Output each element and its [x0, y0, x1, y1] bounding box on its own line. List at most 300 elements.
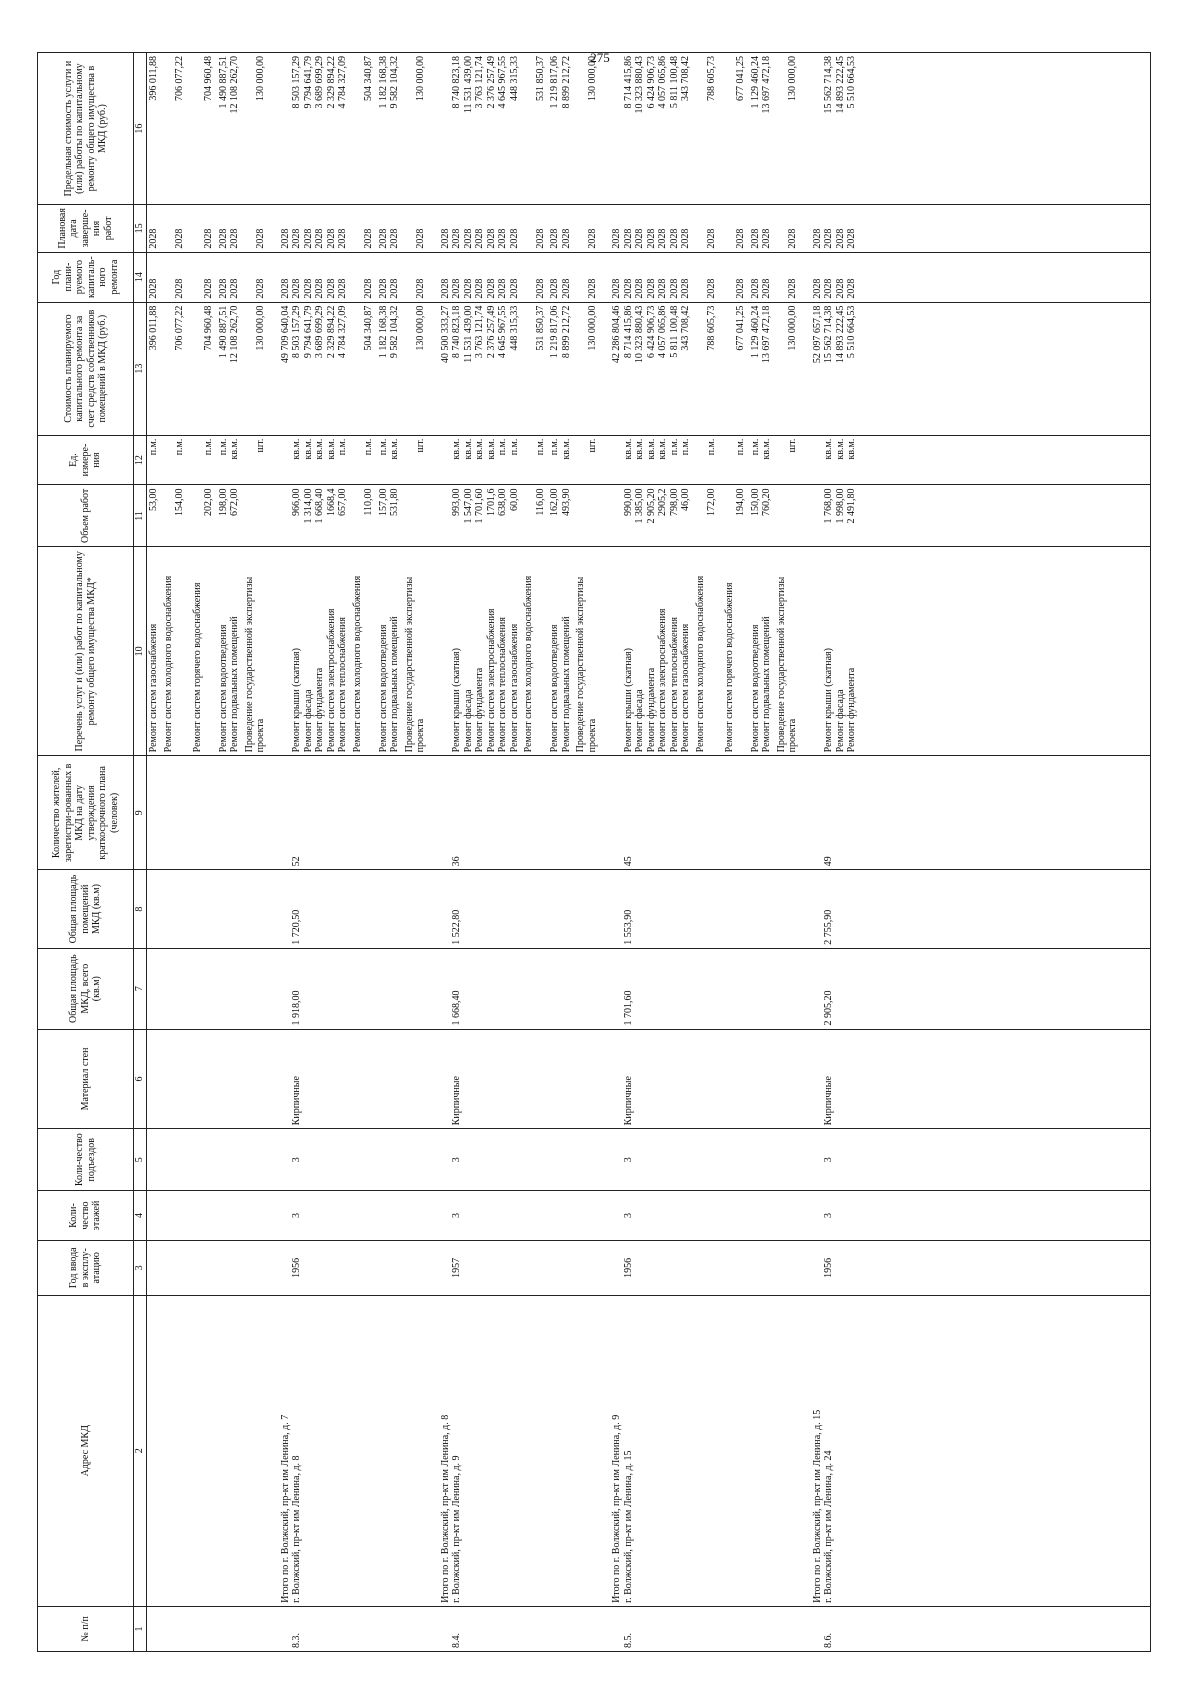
building-number: 8.6.	[823, 1633, 834, 1648]
work-cost: 704 960,48	[203, 305, 214, 351]
work-plan-year: 2028	[174, 278, 185, 299]
work-limit: 130 000,00	[255, 56, 266, 101]
work-plan-year: 2028	[680, 278, 691, 299]
work-limit: 788 605,73	[706, 56, 717, 101]
col-number-13: 13	[134, 302, 147, 435]
cell-works	[147, 547, 1151, 756]
work-limit: 3 689 699,29	[314, 56, 325, 109]
col-number-5: 5	[134, 1129, 147, 1191]
work-item: Ремонт систем холодного водоснабжения	[523, 575, 534, 753]
building-entrances: 3	[622, 1157, 634, 1163]
work-plan-year: 2028	[462, 278, 474, 299]
work-volume: 672,00	[229, 488, 240, 516]
capital-repair-table	[37, 52, 1151, 1652]
work-unit: п.м.	[549, 438, 560, 456]
work-cost: 4 645 967,55	[497, 305, 508, 359]
col-number-15: 15	[134, 205, 147, 253]
building-material: Кирпичные	[622, 1076, 634, 1126]
col-number-1: 1	[134, 1606, 147, 1651]
header-numbers-row	[134, 53, 147, 1652]
work-plan-date: 2028	[203, 228, 214, 249]
work-limit: 5 811 100,48	[668, 56, 680, 109]
total-label: Итого по г. Волжский, пр-кт им Ленина, д. 15	[811, 1409, 823, 1603]
work-volume: 110,00	[363, 488, 374, 516]
work-plan-year: 2028	[787, 278, 798, 299]
work-plan-date: 2028	[823, 228, 834, 249]
work-limit: 9 582 104,32	[389, 56, 400, 109]
building-residents: 49	[823, 856, 834, 867]
work-volume: 2905,2	[657, 488, 668, 516]
work-plan-year: 2028	[255, 278, 266, 299]
work-cost: 11 531 439,00	[462, 305, 474, 363]
work-cost: 130 000,00	[415, 305, 426, 351]
header-labels-row	[38, 53, 134, 1652]
work-plan-year: 2028	[622, 278, 634, 299]
work-plan-date: 2028	[148, 228, 159, 249]
building-material: Кирпичные	[451, 1076, 462, 1126]
work-limit: 448 315,33	[508, 56, 520, 101]
building-number: 8.4.	[451, 1633, 462, 1648]
building-number: 8.5.	[622, 1633, 634, 1648]
work-volume: 172,00	[706, 488, 717, 516]
work-cost: 3 689 699,29	[314, 305, 325, 359]
col-number-7: 7	[134, 948, 147, 1029]
cell-plan-date	[147, 205, 1151, 253]
col-header-11: Объем работ	[38, 485, 134, 547]
work-item: Ремонт фундамента	[474, 667, 485, 753]
work-volume: 157,00	[377, 488, 389, 516]
work-limit: 2 376 257,49	[485, 56, 497, 109]
work-volume: 993,00	[451, 488, 462, 516]
cell-limit	[147, 53, 1151, 205]
building-floors: 3	[622, 1213, 634, 1219]
total-plan-year: 2028	[439, 278, 451, 299]
work-item: Ремонт подвальных помещений	[560, 616, 572, 753]
cell-cost	[147, 302, 1151, 435]
work-unit: кв.м.	[622, 438, 634, 460]
building-residents: 36	[451, 856, 462, 867]
work-volume: 162,00	[549, 488, 560, 516]
building-address: г. Волжский, пр-кт им Ленина, д. 9	[451, 1455, 462, 1603]
work-cost: 3 763 121,74	[474, 305, 485, 359]
work-plan-year: 2028	[668, 278, 680, 299]
total-cost: 52 097 657,18	[811, 305, 823, 364]
work-limit: 14 893 222,45	[834, 56, 846, 114]
col-number-3: 3	[134, 1240, 147, 1295]
work-limit: 15 562 714,38	[823, 56, 834, 114]
work-volume: 1 314,00	[302, 488, 314, 524]
total-label: Итого по г. Волжский, пр-кт им Ленина, д. 8	[439, 1414, 451, 1603]
work-volume: 657,00	[337, 488, 348, 516]
work-cost: 6 424 906,73	[645, 305, 657, 359]
work-volume: 493,90	[560, 488, 572, 516]
work-plan-year: 2028	[148, 278, 159, 299]
work-plan-year: 2028	[706, 278, 717, 299]
work-unit: п.м.	[735, 438, 746, 456]
col-number-9: 9	[134, 756, 147, 870]
work-limit: 531 850,37	[534, 56, 546, 101]
work-item: Ремонт крыши (скатная)	[451, 648, 462, 753]
work-plan-date: 2028	[645, 228, 657, 249]
work-plan-date: 2028	[787, 228, 798, 249]
work-volume: 154,00	[174, 488, 185, 516]
work-plan-year: 2028	[534, 278, 546, 299]
work-plan-date: 2028	[451, 228, 462, 249]
work-unit: кв.м.	[485, 438, 497, 460]
col-number-10: 10	[134, 547, 147, 756]
building-area-rooms: 2 755,90	[823, 909, 834, 945]
building-area-total: 1 668,40	[451, 990, 462, 1026]
work-limit: 343 708,42	[680, 56, 691, 101]
work-item: Ремонт систем газоснабжения	[508, 623, 520, 753]
work-limit: 6 424 906,73	[645, 56, 657, 109]
work-unit: кв.м.	[229, 438, 240, 460]
work-item: Ремонт систем электроснабжения	[325, 608, 337, 753]
building-entrances: 3	[451, 1157, 462, 1163]
work-volume: 116,00	[534, 488, 546, 516]
work-plan-date: 2028	[389, 228, 400, 249]
work-cost: 130 000,00	[787, 305, 798, 351]
work-cost: 15 562 714,38	[823, 305, 834, 364]
work-item: Ремонт систем горячего водоснабжения	[723, 582, 735, 753]
building-number: 8.3.	[291, 1633, 302, 1648]
work-limit: 3 763 121,74	[474, 56, 485, 109]
work-item: Ремонт систем газоснабжения	[680, 623, 691, 753]
building-year: 1956	[291, 1257, 302, 1278]
work-item: Ремонт систем теплоснабжения	[497, 617, 508, 753]
building-residents: 52	[291, 856, 302, 867]
work-limit: 9 794 641,79	[302, 56, 314, 109]
work-plan-year: 2028	[302, 278, 314, 299]
work-unit: п.м.	[497, 438, 508, 456]
work-unit: кв.м.	[846, 438, 857, 460]
work-plan-date: 2028	[560, 228, 572, 249]
work-plan-date: 2028	[462, 228, 474, 249]
work-volume: 194,00	[735, 488, 746, 516]
cell-floors	[147, 1191, 1151, 1241]
building-year: 1956	[823, 1257, 834, 1278]
work-volume: 1 998,00	[834, 488, 846, 524]
work-plan-year: 2028	[337, 278, 348, 299]
work-limit: 4 784 327,09	[337, 56, 348, 109]
work-limit: 8 899 212,72	[560, 56, 572, 109]
work-plan-year: 2028	[217, 278, 229, 299]
work-unit: кв.м.	[325, 438, 337, 460]
work-volume: 531,80	[389, 488, 400, 516]
work-plan-year: 2028	[761, 278, 772, 299]
work-plan-date: 2028	[706, 228, 717, 249]
work-cost: 8 714 415,86	[622, 305, 634, 359]
col-header-9: Количество жителей, зарегистри-рованных в МКД на дату утверждения краткосрочного плана (человек)	[38, 756, 134, 870]
work-unit: п.м.	[668, 438, 680, 456]
building-address: г. Волжский, пр-кт им Ленина, д. 15	[622, 1450, 634, 1603]
work-cost: 504 340,87	[363, 305, 374, 351]
building-address: г. Волжский, пр-кт им Ленина, д. 24	[823, 1450, 834, 1603]
work-plan-year: 2028	[485, 278, 497, 299]
work-plan-date: 2028	[314, 228, 325, 249]
work-volume: 760,20	[761, 488, 772, 516]
work-item: Ремонт систем холодного водоснабжения	[162, 575, 174, 753]
work-volume: 966,00	[291, 488, 302, 516]
col-header-12: Ед. измере-ния	[38, 435, 134, 485]
work-item: Ремонт фундамента	[846, 667, 857, 753]
total-plan-date: 2028	[811, 228, 823, 249]
work-unit: кв.м.	[451, 438, 462, 460]
work-plan-year: 2028	[549, 278, 560, 299]
work-unit: кв.м.	[462, 438, 474, 460]
work-plan-year: 2028	[834, 278, 846, 299]
work-limit: 12 108 262,70	[229, 56, 240, 114]
col-header-13: Стоимость планируемого капитального ремонта за счет средств собственников помещений в МКД (руб.)	[38, 302, 134, 435]
col-header-8: Общая площадь помещений МКД (кв.м)	[38, 870, 134, 948]
work-item: Проведение государственной экспертизы проекта	[575, 576, 598, 753]
total-plan-date: 2028	[279, 228, 291, 249]
work-volume: 1 701,60	[474, 488, 485, 524]
col-header-3: Год ввода в эксплу-атацию	[38, 1240, 134, 1295]
table-header	[38, 53, 147, 1652]
work-cost: 1 182 168,38	[377, 305, 389, 359]
work-limit: 130 000,00	[586, 56, 598, 101]
work-item: Ремонт фасада	[302, 689, 314, 753]
work-plan-date: 2028	[174, 228, 185, 249]
col-number-6: 6	[134, 1029, 147, 1129]
cell-area-total	[147, 948, 1151, 1029]
work-cost: 531 850,37	[534, 305, 546, 351]
work-volume: 990,00	[622, 488, 634, 516]
work-plan-year: 2028	[203, 278, 214, 299]
work-unit: кв.м.	[657, 438, 668, 460]
building-area-rooms: 1 522,80	[451, 909, 462, 945]
table-body	[147, 53, 1151, 1652]
col-header-5: Коли-чество подъездов	[38, 1129, 134, 1191]
work-volume: 2 491,80	[846, 488, 857, 524]
work-plan-date: 2028	[657, 228, 668, 249]
work-volume: 1 668,40	[314, 488, 325, 524]
building-area-total: 1 918,00	[291, 990, 302, 1026]
work-cost: 1 129 460,24	[749, 305, 761, 359]
work-unit: кв.м.	[302, 438, 314, 460]
cell-year	[147, 1240, 1151, 1295]
work-plan-date: 2028	[485, 228, 497, 249]
work-plan-date: 2028	[255, 228, 266, 249]
work-unit: п.м.	[217, 438, 229, 456]
work-limit: 4 057 065,86	[657, 56, 668, 109]
work-limit: 504 340,87	[363, 56, 374, 101]
work-item: Ремонт подвальных помещений	[229, 616, 240, 753]
work-cost: 10 323 880,43	[634, 305, 645, 364]
total-plan-year: 2028	[611, 278, 622, 299]
work-plan-year: 2028	[474, 278, 485, 299]
work-item: Ремонт систем холодного водоснабжения	[351, 575, 363, 753]
work-unit: кв.м.	[314, 438, 325, 460]
work-item: Ремонт подвальных помещений	[761, 616, 772, 753]
work-plan-year: 2028	[735, 278, 746, 299]
work-volume: 202,00	[203, 488, 214, 516]
col-number-12: 12	[134, 435, 147, 485]
work-cost: 9 582 104,32	[389, 305, 400, 359]
work-unit: п.м.	[377, 438, 389, 456]
cell-entrances	[147, 1129, 1151, 1191]
work-unit: п.м.	[508, 438, 520, 456]
work-limit: 8 740 823,18	[451, 56, 462, 109]
work-cost: 788 605,73	[706, 305, 717, 351]
col-number-4: 4	[134, 1191, 147, 1241]
work-item: Ремонт систем теплоснабжения	[668, 617, 680, 753]
work-unit: п.м.	[534, 438, 546, 456]
work-item: Ремонт систем теплоснабжения	[337, 617, 348, 753]
work-plan-date: 2028	[363, 228, 374, 249]
work-plan-year: 2028	[363, 278, 374, 299]
work-plan-year: 2028	[291, 278, 302, 299]
work-unit: п.м.	[203, 438, 214, 456]
total-plan-year: 2028	[811, 278, 823, 299]
work-item: Ремонт фасада	[834, 689, 846, 753]
work-item: Проведение государственной экспертизы проекта	[775, 576, 798, 753]
cell-no	[147, 1606, 1151, 1651]
col-number-14: 14	[134, 252, 147, 302]
building-entrances: 3	[291, 1157, 302, 1163]
work-cost: 1 219 817,06	[549, 305, 560, 359]
work-cost: 5 811 100,48	[668, 305, 680, 358]
work-unit: кв.м.	[560, 438, 572, 460]
building-material: Кирпичные	[291, 1076, 302, 1126]
work-unit: шт.	[255, 438, 266, 453]
work-cost: 130 000,00	[586, 305, 598, 351]
work-volume: 1668,4	[325, 488, 337, 516]
work-limit: 4 645 967,55	[497, 56, 508, 109]
cell-material	[147, 1029, 1151, 1129]
work-item: Ремонт систем водоотведения	[217, 624, 229, 753]
work-unit: кв.м.	[645, 438, 657, 460]
work-plan-date: 2028	[217, 228, 229, 249]
work-item: Ремонт крыши (скатная)	[823, 648, 834, 753]
work-unit: кв.м.	[834, 438, 846, 460]
work-limit: 1 490 887,51	[217, 56, 229, 109]
work-unit: п.м.	[174, 438, 185, 456]
work-item: Ремонт систем газоснабжения	[148, 623, 159, 753]
work-plan-date: 2028	[534, 228, 546, 249]
work-cost: 706 077,22	[174, 305, 185, 351]
work-limit: 396 011,88	[148, 56, 159, 101]
work-limit: 704 960,48	[203, 56, 214, 101]
work-plan-year: 2028	[586, 278, 598, 299]
work-volume: 2 905,20	[645, 488, 657, 524]
work-plan-date: 2028	[291, 228, 302, 249]
work-unit: шт.	[586, 438, 598, 453]
work-volume: 1 385,00	[634, 488, 645, 524]
cell-area-rooms	[147, 870, 1151, 948]
work-cost: 677 041,25	[735, 305, 746, 351]
cell-address	[147, 1295, 1151, 1606]
work-plan-date: 2028	[325, 228, 337, 249]
work-plan-date: 2028	[497, 228, 508, 249]
work-plan-date: 2028	[229, 228, 240, 249]
work-volume: 798,00	[668, 488, 680, 516]
building-floors: 3	[823, 1213, 834, 1219]
work-limit: 1 219 817,06	[549, 56, 560, 109]
work-item: Ремонт крыши (скатная)	[622, 648, 634, 753]
work-plan-year: 2028	[508, 278, 520, 299]
work-cost: 4 784 327,09	[337, 305, 348, 359]
work-plan-year: 2028	[497, 278, 508, 299]
work-unit: кв.м.	[291, 438, 302, 460]
work-volume: 638,00	[497, 488, 508, 516]
building-material: Кирпичные	[823, 1076, 834, 1126]
work-unit: кв.м.	[823, 438, 834, 460]
work-limit: 130 000,00	[787, 56, 798, 101]
work-cost: 396 011,88	[148, 305, 159, 351]
work-unit: п.м.	[363, 438, 374, 456]
col-number-2: 2	[134, 1295, 147, 1606]
work-cost: 9 794 641,79	[302, 305, 314, 359]
building-entrances: 3	[823, 1157, 834, 1163]
work-unit: кв.м.	[761, 438, 772, 460]
work-plan-date: 2028	[302, 228, 314, 249]
work-cost: 130 000,00	[255, 305, 266, 351]
work-cost: 13 697 472,18	[761, 305, 772, 364]
work-plan-date: 2028	[834, 228, 846, 249]
work-limit: 130 000,00	[415, 56, 426, 101]
work-volume: 1 547,00	[462, 488, 474, 524]
work-unit: п.м.	[706, 438, 717, 456]
work-volume: 150,00	[749, 488, 761, 516]
col-number-8: 8	[134, 870, 147, 948]
work-item: Ремонт систем водоотведения	[749, 624, 761, 753]
building-address: г. Волжский, пр-кт им Ленина, д. 8	[291, 1455, 302, 1603]
work-plan-year: 2028	[560, 278, 572, 299]
work-plan-year: 2028	[415, 278, 426, 299]
work-plan-year: 2028	[389, 278, 400, 299]
work-plan-date: 2028	[474, 228, 485, 249]
work-unit: п.м.	[148, 438, 159, 456]
work-limit: 706 077,22	[174, 56, 185, 101]
total-cost: 49 709 640,04	[279, 305, 291, 364]
work-plan-date: 2028	[634, 228, 645, 249]
work-limit: 8 503 157,29	[291, 56, 302, 109]
work-item: Ремонт фасада	[462, 689, 474, 753]
work-item: Ремонт систем холодного водоснабжения	[694, 575, 706, 753]
building-area-total: 2 905,20	[823, 990, 834, 1026]
work-cost: 1 490 887,51	[217, 305, 229, 359]
work-unit: п.м.	[337, 438, 348, 456]
work-limit: 13 697 472,18	[761, 56, 772, 114]
total-cost: 42 286 804,46	[611, 305, 622, 364]
work-volume: 198,00	[217, 488, 229, 516]
building-year: 1957	[451, 1257, 462, 1278]
work-plan-date: 2028	[549, 228, 560, 249]
work-volume: 60,00	[508, 488, 520, 511]
work-cost: 8 740 823,18	[451, 305, 462, 359]
col-header-14: Год плани-руемого капиталь-ного ремонта	[38, 252, 134, 302]
cell-plan-year	[147, 252, 1151, 302]
work-cost: 4 057 065,86	[657, 305, 668, 359]
work-unit: кв.м.	[474, 438, 485, 460]
work-unit: кв.м.	[634, 438, 645, 460]
work-plan-year: 2028	[377, 278, 389, 299]
work-limit: 10 323 880,43	[634, 56, 645, 114]
work-plan-year: 2028	[823, 278, 834, 299]
work-unit: п.м.	[680, 438, 691, 456]
work-cost: 14 893 222,45	[834, 305, 846, 364]
work-cost: 2 376 257,49	[485, 305, 497, 359]
building-area-rooms: 1 553,90	[622, 909, 634, 945]
work-volume: 1701,6	[485, 488, 497, 516]
work-unit: п.м.	[749, 438, 761, 456]
work-volume: 53,00	[148, 488, 159, 511]
work-plan-date: 2028	[508, 228, 520, 249]
work-cost: 8 503 157,29	[291, 305, 302, 359]
work-item: Проведение государственной экспертизы проекта	[403, 576, 426, 753]
